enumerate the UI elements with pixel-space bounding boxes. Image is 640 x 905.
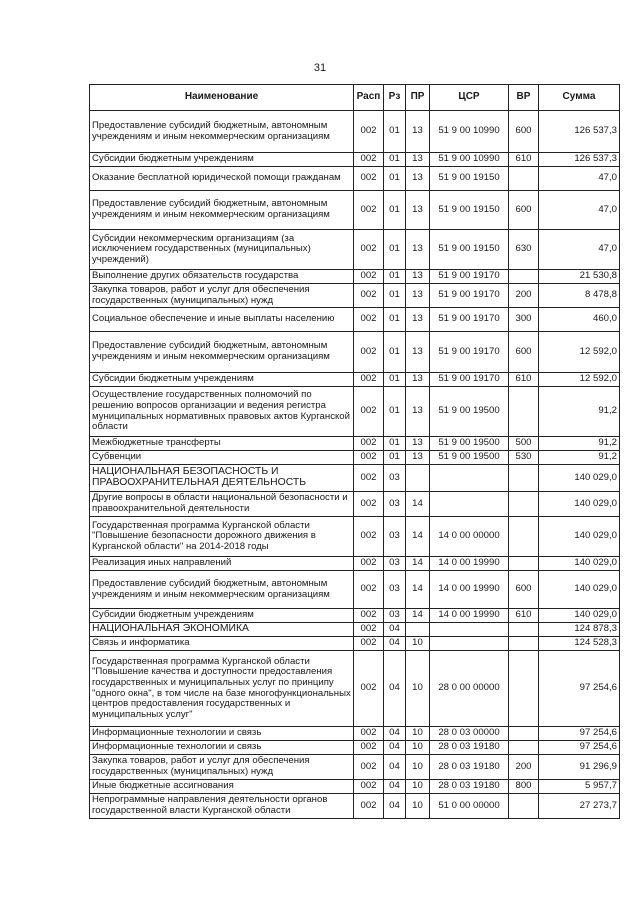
cell-csr: 51 0 00 00000 — [430, 794, 509, 819]
cell-sum: 91,2 — [539, 451, 620, 465]
header-csr: ЦСР — [430, 85, 509, 111]
cell-vr — [509, 623, 539, 637]
cell-rasp: 002 — [354, 387, 384, 437]
table-row — [90, 755, 620, 780]
cell-vr: 610 — [509, 153, 539, 167]
cell-csr: 51 9 00 19150 — [430, 191, 509, 230]
cell-name: Предоставление субсидий бюджетным, автономным учреждениям и иным некоммерческим организациям — [90, 332, 354, 373]
cell-rz: 01 — [384, 111, 406, 153]
table-row — [90, 153, 620, 167]
table-row — [90, 651, 620, 727]
cell-pr: 10 — [406, 794, 430, 819]
cell-rz: 01 — [384, 451, 406, 465]
table-row — [90, 571, 620, 609]
cell-vr — [509, 794, 539, 819]
cell-sum: 91 296,9 — [539, 755, 620, 780]
cell-rasp: 002 — [354, 609, 384, 623]
cell-csr: 51 9 00 10990 — [430, 153, 509, 167]
table-row — [90, 780, 620, 794]
cell-rz: 01 — [384, 332, 406, 373]
cell-vr — [509, 465, 539, 492]
cell-rasp: 002 — [354, 623, 384, 637]
cell-sum: 12 592,0 — [539, 332, 620, 373]
cell-rasp: 002 — [354, 571, 384, 609]
cell-vr: 610 — [509, 609, 539, 623]
cell-name: Связь и информатика — [90, 637, 354, 651]
cell-csr — [430, 465, 509, 492]
cell-vr: 600 — [509, 111, 539, 153]
cell-sum: 140 029,0 — [539, 517, 620, 557]
cell-pr: 14 — [406, 557, 430, 571]
cell-vr — [509, 167, 539, 191]
cell-sum: 47,0 — [539, 230, 620, 270]
cell-csr: 28 0 03 00000 — [430, 727, 509, 741]
cell-pr: 13 — [406, 373, 430, 387]
cell-rz: 04 — [384, 637, 406, 651]
cell-rz: 01 — [384, 270, 406, 284]
header-rasp: Расп — [354, 85, 384, 111]
cell-rz: 01 — [384, 387, 406, 437]
table-row — [90, 191, 620, 230]
cell-vr: 630 — [509, 230, 539, 270]
cell-rasp: 002 — [354, 492, 384, 517]
table-row — [90, 741, 620, 755]
cell-rz: 04 — [384, 794, 406, 819]
budget-table — [89, 84, 620, 819]
cell-csr: 51 9 00 19170 — [430, 270, 509, 284]
cell-rz: 04 — [384, 780, 406, 794]
cell-name: Социальное обеспечение и иные выплаты населению — [90, 308, 354, 332]
cell-sum: 47,0 — [539, 167, 620, 191]
cell-rasp: 002 — [354, 727, 384, 741]
cell-name: Субсидии бюджетным учреждениям — [90, 609, 354, 623]
cell-rasp: 002 — [354, 465, 384, 492]
cell-vr: 500 — [509, 437, 539, 451]
cell-csr: 51 9 00 19170 — [430, 308, 509, 332]
cell-rz: 04 — [384, 755, 406, 780]
cell-vr: 300 — [509, 308, 539, 332]
cell-name: Выполнение других обязательств государства — [90, 270, 354, 284]
cell-pr: 10 — [406, 651, 430, 727]
cell-rasp: 002 — [354, 741, 384, 755]
table-row — [90, 284, 620, 308]
cell-rasp: 002 — [354, 517, 384, 557]
table-row — [90, 111, 620, 153]
header-sum: Сумма — [539, 85, 620, 111]
header-rz: Рз — [384, 85, 406, 111]
cell-pr: 13 — [406, 387, 430, 437]
cell-pr: 13 — [406, 284, 430, 308]
cell-sum: 91,2 — [539, 437, 620, 451]
table-header-row — [90, 85, 620, 111]
cell-pr: 13 — [406, 191, 430, 230]
cell-pr: 13 — [406, 111, 430, 153]
cell-name: Государственная программа Курганской области "Повышение качества и доступности предоставления государственных и муниципальных услуг по принципу "одного окна", в том числе на базе многофункциональных центров предоставления государственных и муниципальных услуг" — [90, 651, 354, 727]
cell-rz: 03 — [384, 609, 406, 623]
cell-sum: 97 254,6 — [539, 651, 620, 727]
cell-vr — [509, 270, 539, 284]
cell-rasp: 002 — [354, 284, 384, 308]
cell-rasp: 002 — [354, 437, 384, 451]
cell-rz: 04 — [384, 623, 406, 637]
table-row — [90, 727, 620, 741]
cell-pr: 13 — [406, 153, 430, 167]
cell-sum: 126 537,3 — [539, 153, 620, 167]
page-number: 31 — [313, 62, 327, 74]
cell-csr — [430, 637, 509, 651]
cell-rz: 04 — [384, 651, 406, 727]
cell-name: Предоставление субсидий бюджетным, автономным учреждениям и иным некоммерческим организациям — [90, 191, 354, 230]
cell-name: НАЦИОНАЛЬНАЯ ЭКОНОМИКА — [90, 623, 354, 637]
cell-rz: 01 — [384, 191, 406, 230]
cell-sum: 140 029,0 — [539, 557, 620, 571]
cell-csr: 51 9 00 19170 — [430, 332, 509, 373]
cell-vr — [509, 637, 539, 651]
cell-name: НАЦИОНАЛЬНАЯ БЕЗОПАСНОСТЬ И ПРАВООХРАНИТЕЛЬНАЯ ДЕЯТЕЛЬНОСТЬ — [90, 465, 354, 492]
cell-rz: 04 — [384, 727, 406, 741]
cell-rz: 03 — [384, 571, 406, 609]
cell-sum: 124 528,3 — [539, 637, 620, 651]
table-row — [90, 387, 620, 437]
cell-sum: 140 029,0 — [539, 609, 620, 623]
cell-rz: 01 — [384, 167, 406, 191]
cell-name: Субсидии бюджетным учреждениям — [90, 153, 354, 167]
cell-vr — [509, 727, 539, 741]
cell-csr — [430, 623, 509, 637]
cell-sum: 460,0 — [539, 308, 620, 332]
header-name: Наименование — [90, 85, 354, 111]
cell-sum: 8 478,8 — [539, 284, 620, 308]
cell-pr — [406, 623, 430, 637]
cell-csr: 51 9 00 19500 — [430, 451, 509, 465]
cell-pr — [406, 465, 430, 492]
cell-csr — [430, 492, 509, 517]
cell-sum: 97 254,6 — [539, 727, 620, 741]
table-row — [90, 517, 620, 557]
cell-name: Информационные технологии и связь — [90, 741, 354, 755]
cell-rasp: 002 — [354, 755, 384, 780]
table-row — [90, 557, 620, 571]
cell-rasp: 002 — [354, 451, 384, 465]
cell-vr — [509, 492, 539, 517]
cell-csr: 14 0 00 00000 — [430, 517, 509, 557]
cell-sum: 140 029,0 — [539, 571, 620, 609]
cell-rz: 03 — [384, 465, 406, 492]
cell-vr — [509, 651, 539, 727]
cell-rz: 01 — [384, 373, 406, 387]
cell-rasp: 002 — [354, 230, 384, 270]
table-row — [90, 308, 620, 332]
cell-name: Непрограммные направления деятельности органов государственной власти Курганской области — [90, 794, 354, 819]
cell-pr: 13 — [406, 451, 430, 465]
table-row — [90, 332, 620, 373]
cell-rasp: 002 — [354, 191, 384, 230]
cell-csr: 14 0 00 19990 — [430, 571, 509, 609]
table-row — [90, 230, 620, 270]
cell-name: Предоставление субсидий бюджетным, автономным учреждениям и иным некоммерческим организациям — [90, 111, 354, 153]
cell-csr: 28 0 00 00000 — [430, 651, 509, 727]
cell-name: Другие вопросы в области национальной безопасности и правоохранительной деятельности — [90, 492, 354, 517]
cell-rz: 03 — [384, 492, 406, 517]
cell-sum: 47,0 — [539, 191, 620, 230]
cell-vr: 600 — [509, 191, 539, 230]
cell-rz: 01 — [384, 437, 406, 451]
cell-sum: 91,2 — [539, 387, 620, 437]
cell-name: Межбюджетные трансферты — [90, 437, 354, 451]
cell-csr: 51 9 00 19170 — [430, 373, 509, 387]
cell-sum: 97 254,6 — [539, 741, 620, 755]
cell-pr: 10 — [406, 755, 430, 780]
cell-rz: 03 — [384, 517, 406, 557]
cell-name: Субсидии некоммерческим организациям (за исключением государственных (муниципальных) учреждений) — [90, 230, 354, 270]
cell-name: Закупка товаров, работ и услуг для обеспечения государственных (муниципальных) нужд — [90, 755, 354, 780]
cell-sum: 21 530,8 — [539, 270, 620, 284]
header-pr: ПР — [406, 85, 430, 111]
cell-name: Реализация иных направлений — [90, 557, 354, 571]
cell-name: Иные бюджетные ассигнования — [90, 780, 354, 794]
cell-pr: 13 — [406, 270, 430, 284]
cell-rasp: 002 — [354, 308, 384, 332]
cell-csr: 51 9 00 19500 — [430, 437, 509, 451]
cell-pr: 14 — [406, 571, 430, 609]
cell-rz: 03 — [384, 557, 406, 571]
cell-vr: 610 — [509, 373, 539, 387]
cell-rz: 01 — [384, 284, 406, 308]
table-row — [90, 373, 620, 387]
cell-rasp: 002 — [354, 651, 384, 727]
cell-rasp: 002 — [354, 332, 384, 373]
cell-pr: 10 — [406, 741, 430, 755]
cell-csr: 28 0 03 19180 — [430, 741, 509, 755]
cell-rasp: 002 — [354, 373, 384, 387]
table-row — [90, 437, 620, 451]
cell-rz: 01 — [384, 308, 406, 332]
table-row — [90, 623, 620, 637]
cell-pr: 13 — [406, 167, 430, 191]
cell-sum: 124 878,3 — [539, 623, 620, 637]
cell-pr: 10 — [406, 727, 430, 741]
table-row — [90, 609, 620, 623]
cell-name: Осуществление государственных полномочий по решению вопросов организации и ведения регистра муниципальных нормативных правовых актов Курганской области — [90, 387, 354, 437]
cell-pr: 13 — [406, 230, 430, 270]
table-row — [90, 167, 620, 191]
cell-sum: 12 592,0 — [539, 373, 620, 387]
cell-rasp: 002 — [354, 270, 384, 284]
cell-vr: 530 — [509, 451, 539, 465]
cell-csr: 28 0 03 19180 — [430, 780, 509, 794]
cell-name: Предоставление субсидий бюджетным, автономным учреждениям и иным некоммерческим организациям — [90, 571, 354, 609]
cell-rasp: 002 — [354, 557, 384, 571]
table-row — [90, 451, 620, 465]
cell-rasp: 002 — [354, 780, 384, 794]
cell-csr: 51 9 00 19150 — [430, 167, 509, 191]
cell-rasp: 002 — [354, 167, 384, 191]
cell-sum: 5 957,7 — [539, 780, 620, 794]
cell-vr: 600 — [509, 332, 539, 373]
cell-pr: 13 — [406, 308, 430, 332]
cell-csr: 51 9 00 19170 — [430, 284, 509, 308]
cell-csr: 51 9 00 10990 — [430, 111, 509, 153]
cell-csr: 14 0 00 19990 — [430, 557, 509, 571]
cell-vr: 800 — [509, 780, 539, 794]
cell-vr — [509, 557, 539, 571]
cell-name: Информационные технологии и связь — [90, 727, 354, 741]
cell-name: Государственная программа Курганской области "Повышение безопасности дорожного движения в Курганской области" на 2014-2018 годы — [90, 517, 354, 557]
cell-pr: 14 — [406, 492, 430, 517]
cell-sum: 27 273,7 — [539, 794, 620, 819]
cell-vr — [509, 741, 539, 755]
cell-rasp: 002 — [354, 111, 384, 153]
cell-rz: 01 — [384, 153, 406, 167]
cell-vr — [509, 517, 539, 557]
cell-pr: 13 — [406, 437, 430, 451]
cell-sum: 140 029,0 — [539, 492, 620, 517]
cell-rz: 04 — [384, 741, 406, 755]
cell-pr: 14 — [406, 517, 430, 557]
table-row — [90, 465, 620, 492]
cell-pr: 13 — [406, 332, 430, 373]
cell-name: Субвенции — [90, 451, 354, 465]
cell-pr: 10 — [406, 637, 430, 651]
table-row — [90, 794, 620, 819]
cell-name: Закупка товаров, работ и услуг для обеспечения государственных (муниципальных) нужд — [90, 284, 354, 308]
cell-sum: 126 537,3 — [539, 111, 620, 153]
cell-pr: 14 — [406, 609, 430, 623]
cell-csr: 51 9 00 19150 — [430, 230, 509, 270]
table-row — [90, 492, 620, 517]
cell-csr: 51 9 00 19500 — [430, 387, 509, 437]
cell-rasp: 002 — [354, 637, 384, 651]
cell-vr — [509, 387, 539, 437]
cell-vr: 600 — [509, 571, 539, 609]
cell-csr: 28 0 03 19180 — [430, 755, 509, 780]
cell-name: Субсидии бюджетным учреждениям — [90, 373, 354, 387]
header-vr: ВР — [509, 85, 539, 111]
cell-sum: 140 029,0 — [539, 465, 620, 492]
cell-csr: 14 0 00 19990 — [430, 609, 509, 623]
table-row — [90, 270, 620, 284]
cell-pr: 10 — [406, 780, 430, 794]
table-row — [90, 637, 620, 651]
cell-vr: 200 — [509, 284, 539, 308]
cell-rasp: 002 — [354, 153, 384, 167]
cell-rasp: 002 — [354, 794, 384, 819]
cell-rz: 01 — [384, 230, 406, 270]
cell-vr: 200 — [509, 755, 539, 780]
cell-name: Оказание бесплатной юридической помощи гражданам — [90, 167, 354, 191]
